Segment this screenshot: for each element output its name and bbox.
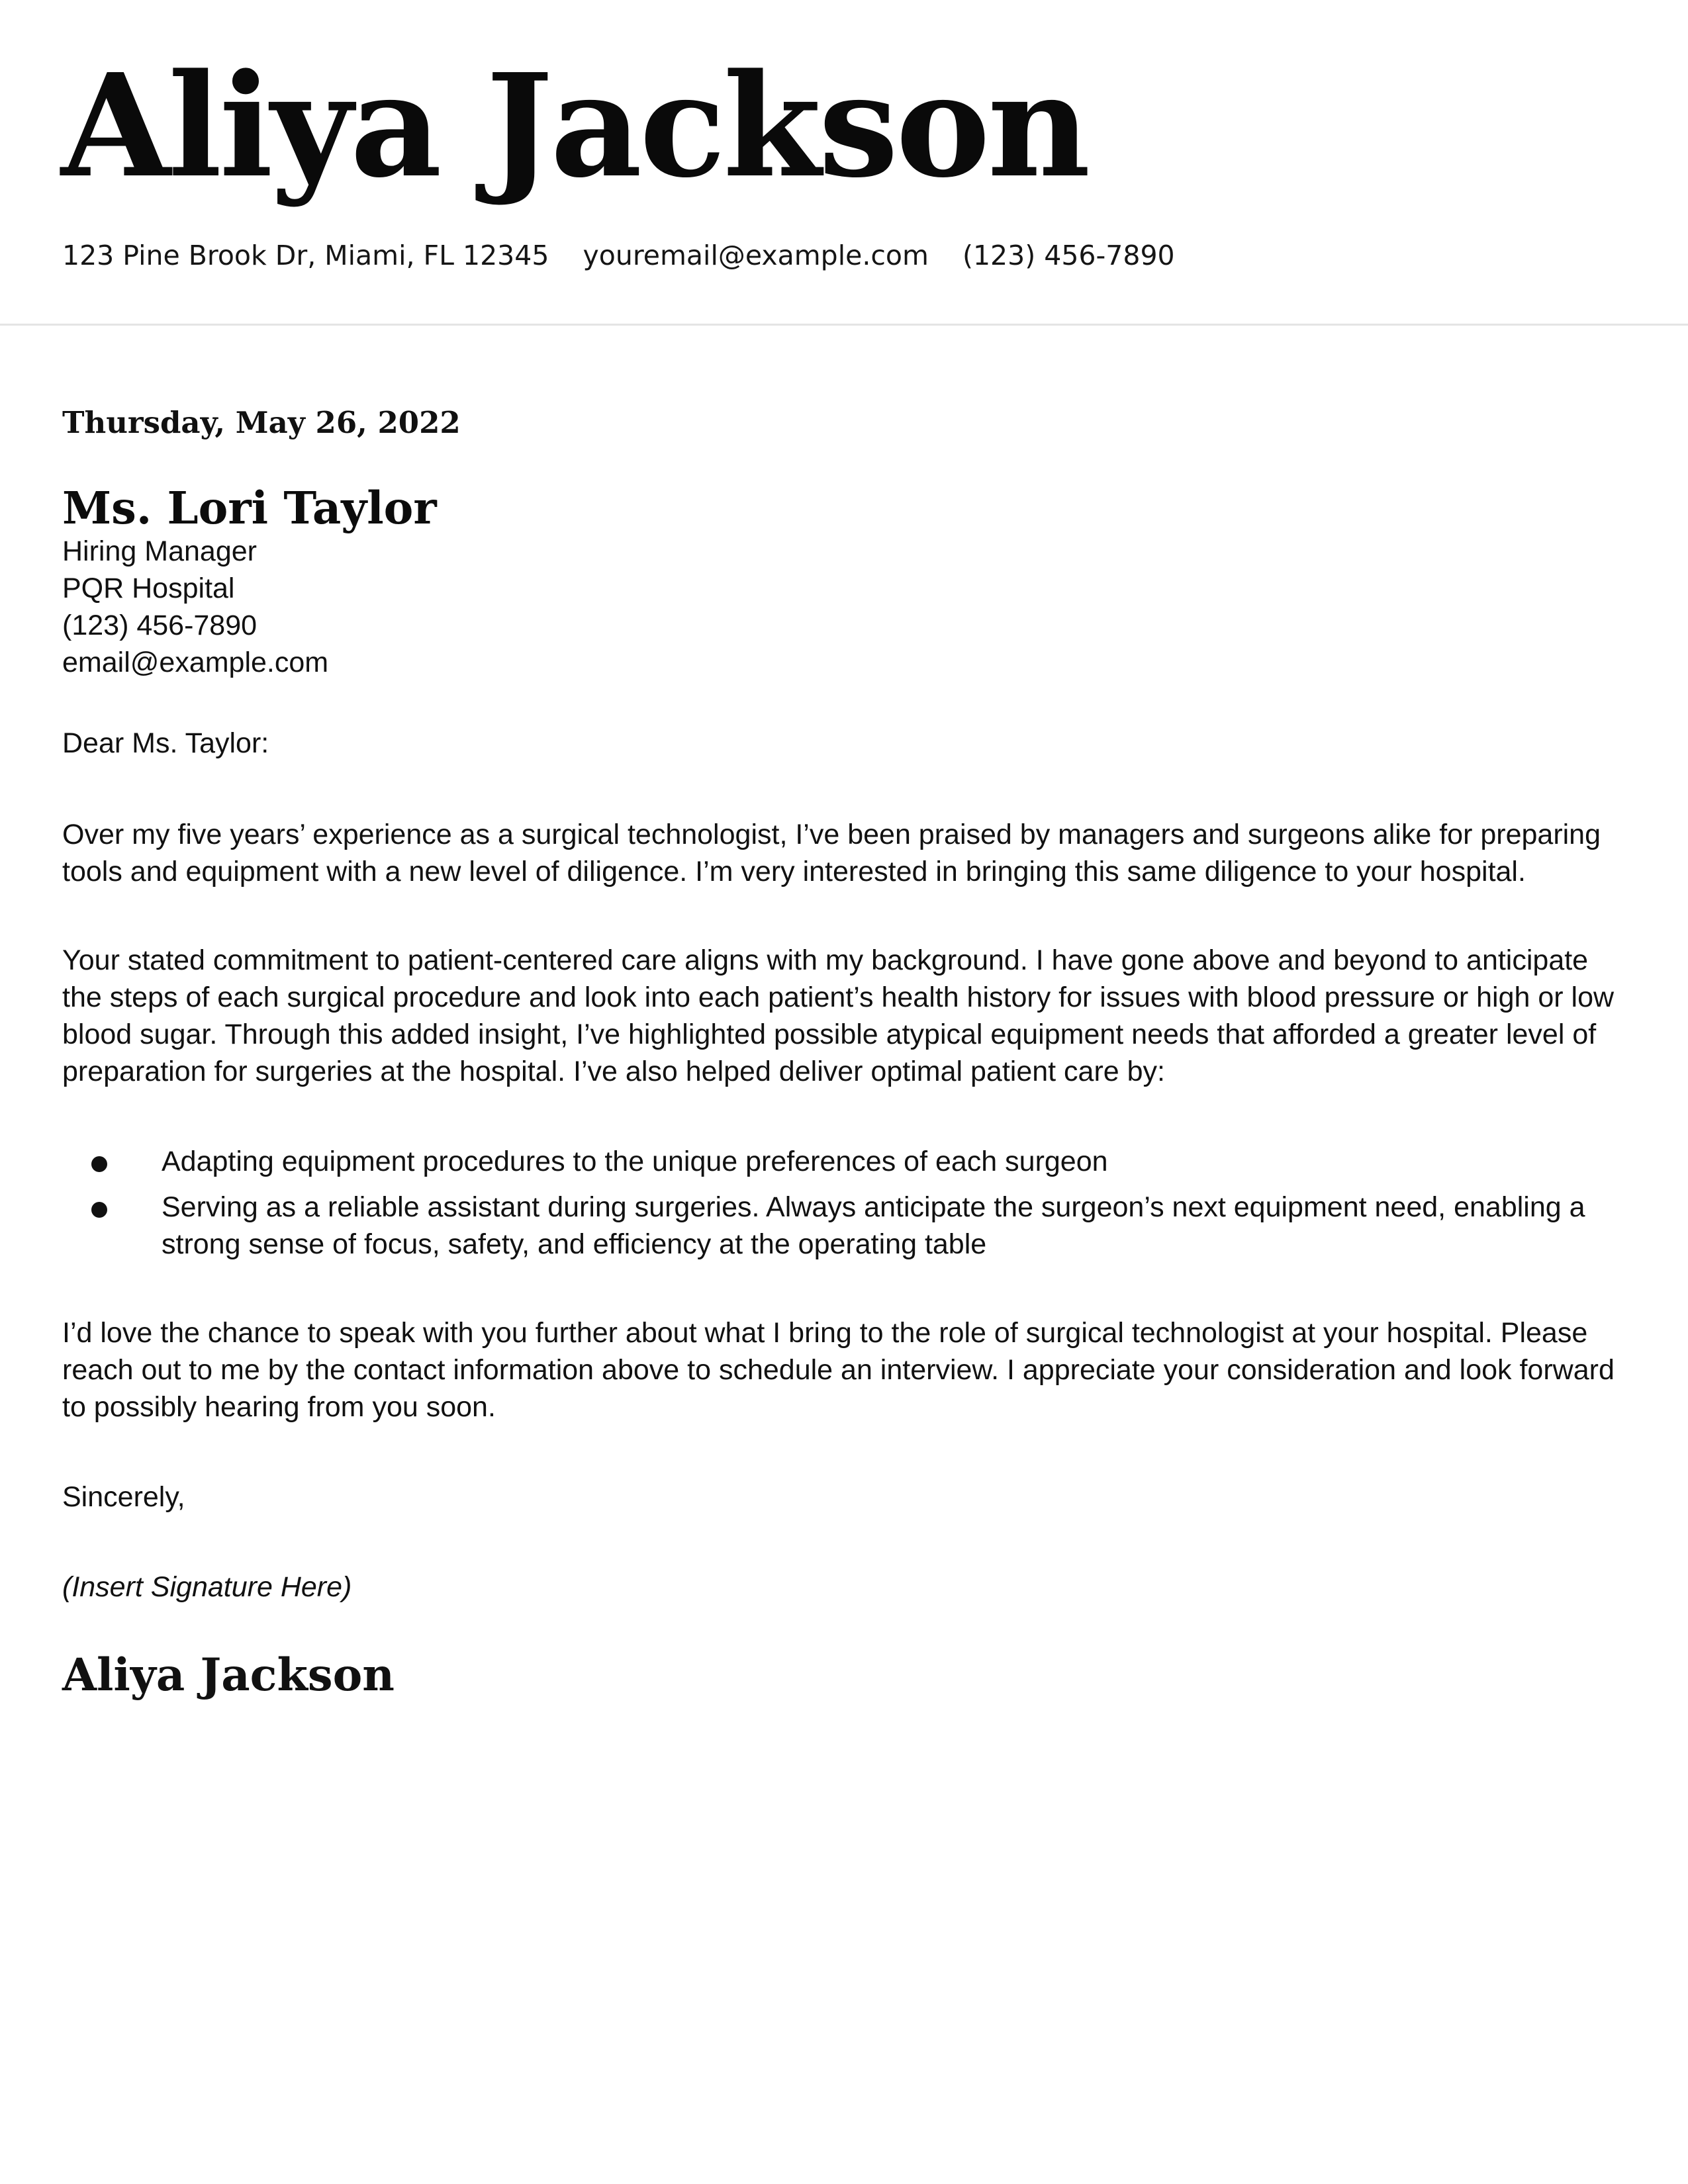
letter-date: Thursday, May 26, 2022 (62, 405, 461, 440)
bullet-dot-icon (91, 1156, 107, 1172)
letter-header (0, 0, 1688, 326)
sender-email: youremail@example.com (583, 240, 929, 271)
closing-phrase: Sincerely, (62, 1481, 185, 1514)
sender-name: Aliya Jackson (61, 43, 1088, 209)
recipient-phone: (123) 456-7890 (62, 610, 258, 642)
sender-contact-line (62, 240, 1175, 272)
achievement-text: Serving as a reliable assistant during surgeries. Always anticipate the surgeon’s next equipment need, enabling a strong sense of focus, safety, and efficiency at the operating table (162, 1191, 1585, 1261)
achievement-item (62, 1143, 1624, 1180)
letter-body (62, 405, 1624, 1700)
achievement-text: Adapting equipment procedures to the unique preferences of each surgeon (162, 1146, 1108, 1178)
recipient-email: email@example.com (62, 647, 329, 679)
achievement-list (62, 1143, 1624, 1263)
recipient-company: PQR Hospital (62, 572, 235, 605)
sender-address: 123 Pine Brook Dr, Miami, FL 12345 (62, 240, 549, 271)
recipient-block (62, 483, 1624, 681)
closing-paragraph: I’d love the chance to speak with you further about what I bring to the role of surgical technologist at your hospital. Please reach out to me by the contact information above to schedule an interview. I appreciate your consideration and look forward to possibly hearing from you soon. (62, 1317, 1615, 1424)
recipient-title: Hiring Manager (62, 535, 257, 568)
signer-name: Aliya Jackson (62, 1649, 395, 1702)
achievement-item (62, 1189, 1624, 1263)
sender-phone: (123) 456-7890 (962, 240, 1175, 271)
recipient-name: Ms. Lori Taylor (62, 482, 437, 534)
salutation: Dear Ms. Taylor: (62, 727, 269, 760)
signature-placeholder: (Insert Signature Here) (62, 1571, 352, 1604)
bullet-dot-icon (91, 1202, 107, 1218)
body-paragraph-1: Over my five years’ experience as a surgical technologist, I’ve been praised by managers and surgeons alike for preparing tools and equipment with a new level of diligence. I’m very interested in bringing this same diligence to your hospital. (62, 819, 1601, 888)
body-paragraph-2: Your stated commitment to patient-centered care aligns with my background. I have gone above and beyond to anticipate the steps of each surgical procedure and look into each patient’s health history for issues with blood pressure or high or low blood sugar. Through this added insight, I’ve highlighted possible atypical equipment needs that afforded a greater level of preparation for surgeries at the hospital. I’ve also helped deliver optimal patient care by: (62, 944, 1615, 1088)
